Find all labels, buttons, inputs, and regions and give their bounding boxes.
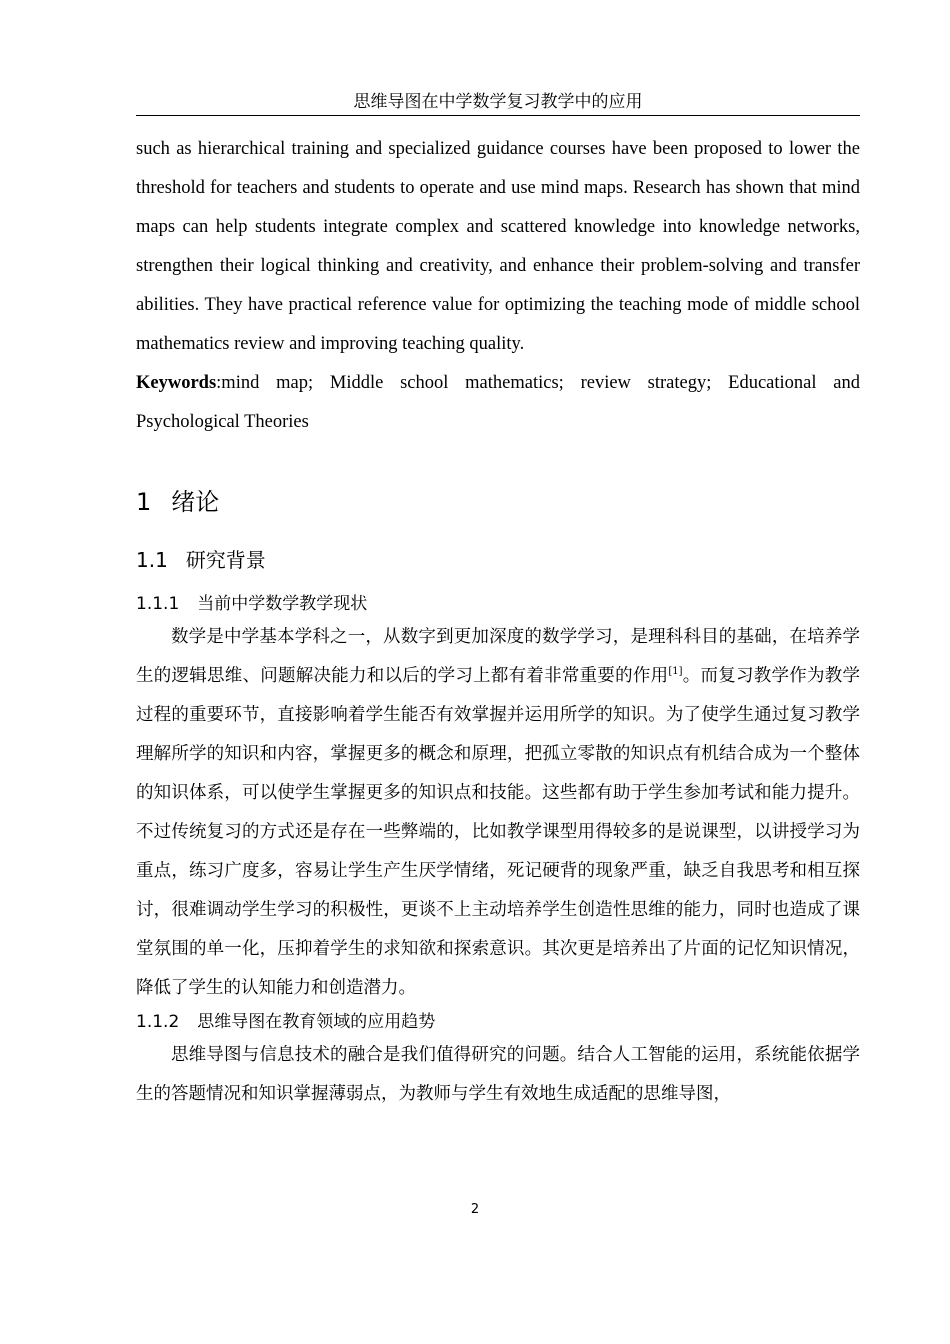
section-title: 当前中学数学教学现状 [197, 594, 368, 614]
section-heading-1-1-1 [136, 590, 860, 618]
section-heading-1-1 [136, 545, 860, 575]
section-title: 思维导图在教育领域的应用趋势 [197, 1012, 436, 1032]
section-number: 1 [136, 488, 152, 516]
body-paragraph [136, 618, 860, 1008]
header-rule [136, 115, 860, 116]
page-content [136, 130, 860, 1114]
paragraph-text: 数学是中学基本学科之一，从数字到更加深度的数学学习，是理科科目的基础，在培养学生的逻辑思维、问题解决能力和以后的学习上都有着非常重要的作用 [136, 627, 860, 686]
section-number: 1.1.1 [136, 594, 180, 614]
citation-marker: [1] [668, 666, 683, 678]
section-title: 研究背景 [185, 548, 266, 572]
body-paragraph: 思维导图与信息技术的融合是我们值得研究的问题。结合人工智能的运用，系统能依据学生的答题情况和知识掌握薄弱点，为教师与学生有效地生成适配的思维导图， [136, 1045, 860, 1104]
section-number: 1.1 [136, 548, 168, 572]
paragraph-text: 。而复习教学作为教学过程的重要环节，直接影响着学生能否有效掌握并运用所学的知识。为了使学生通过复习教学理解所学的知识和内容，掌握更多的概念和原理，把孤立零散的知识点有机结合成为一个整体的知识体系，可以使学生掌握更多的知识点和技能。这些都有助于学生参加考试和能力提升。不过传统复习的方式还是存在一些弊端的，比如教学课型用得较多的是说课型，以讲授学习为重点，练习广度多，容易让学生产生厌学情绪，死记硬背的现象严重，缺乏自我思考和相互探讨，很难调动学生学习的积极性，更谈不上主动培养学生创造性思维的能力，同时也造成了课堂氛围的单一化，压抑着学生的求知欲和探索意识。其次更是培养出了片面的记忆知识情况，降低了学生的认知能力和创造潜力。 [136, 666, 861, 998]
abstract-continuation: such as hierarchical training and specialized guidance courses have been proposed to lower the threshold for teachers and students to operate and use mind maps. Research has shown that mind maps can help students integrate complex and scattered knowledge into knowledge networks, strengthen their logical thinking and creativity, and enhance their problem-solving and transfer abilities. They have practical reference value for optimizing the teaching mode of middle school mathematics review and improving teaching quality. [136, 139, 860, 354]
keywords-text: :mind map; Middle school mathematics; review strategy; Educational and Psychological Theories [136, 373, 860, 432]
section-heading-1 [136, 485, 860, 519]
section-title: 绪论 [171, 488, 220, 516]
page-number: 2 [470, 1202, 480, 1217]
section-number: 1.1.2 [136, 1012, 180, 1032]
section-heading-1-1-2 [136, 1008, 860, 1036]
keywords-label: Keywords [136, 373, 217, 393]
running-header: 思维导图在中学数学复习教学中的应用 [353, 92, 643, 112]
keywords-line [136, 364, 860, 442]
